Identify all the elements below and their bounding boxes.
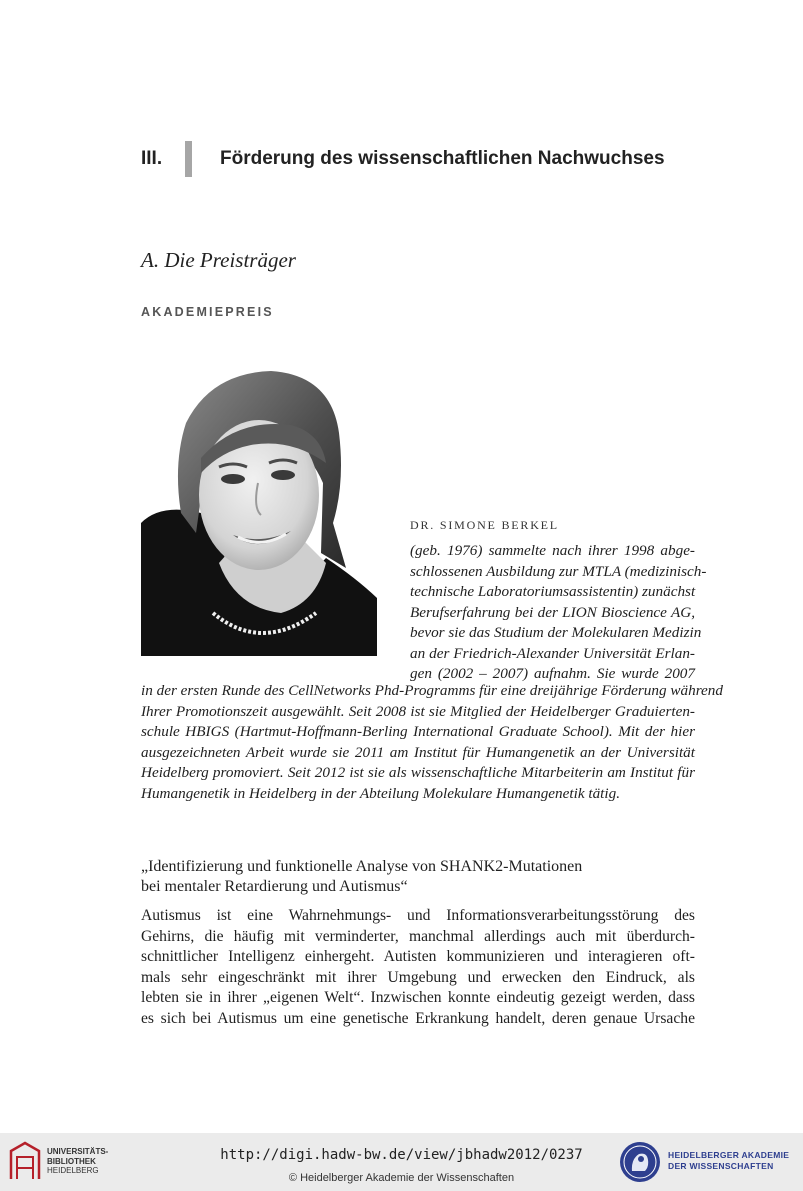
body-line: mals sehr eingeschränkt mit ihrer Umgebung und erwecken den Eindruck, als (141, 968, 695, 986)
bio-line: Heidelberg promoviert. Seit 2012 ist sie als wissenschaftliche Mitarbeiterin am Institut für (141, 764, 695, 781)
quote-line: „Identifizierung und funktionelle Analyse von SHANK2-Mutationen (141, 858, 583, 875)
biography-wrapped (410, 541, 707, 685)
section-title: A. Die Preisträger (141, 248, 296, 272)
logo-text-line: HEIDELBERGER AKADEMIE (668, 1150, 790, 1160)
logo-text-line: BIBLIOTHEK (47, 1156, 96, 1166)
portrait-photo (141, 363, 377, 656)
logo-text-line: UNIVERSITÄTS- (47, 1147, 109, 1156)
academy-name (668, 1150, 789, 1172)
quote-line: bei mentaler Retardierung und Autismus“ (141, 878, 408, 895)
body-line: schnittlicher Intelligenz einhergeht. Autisten kommunizieren und interagieren oft- (141, 948, 695, 965)
body-line: Autismus ist eine Wahrnehmungs- und Informationsverarbeitungsstörung des (141, 907, 695, 924)
body-paragraph (141, 906, 695, 1029)
project-title-quote (141, 857, 582, 897)
bio-line: schlossenen Ausbildung zur MTLA (medizinisch- (410, 562, 707, 580)
footer-bar (0, 1133, 803, 1191)
bio-line: gen (2002 – 2007) aufnahm. Sie wurde 2007 (410, 665, 695, 682)
bio-line: schule HBIGS (Hartmut-Hoffmann-Berling International Graduate School). Mit der hier (141, 723, 695, 740)
body-line: Gehirns, die häufig mit verminderter, manchmal allerdings auch mit überdurch- (141, 927, 695, 945)
chapter-heading (141, 142, 665, 176)
chapter-title: Förderung des wissenschaftlichen Nachwuchses (220, 148, 665, 169)
bio-line: (geb. 1976) sammelte nach ihrer 1998 abge- (410, 542, 695, 559)
body-line: es sich bei Autismus um eine genetische Erkrankung handelt, deren genaue Ursache (141, 1009, 695, 1027)
chapter-divider-bar (185, 141, 192, 177)
logo-text-line: DER WISSENSCHAFTEN (668, 1161, 774, 1171)
bio-line: ausgezeichneten Arbeit wurde sie 2011 am Institut für Humangenetik an der Universität (141, 743, 695, 761)
document-url-link[interactable]: http://digi.hadw-bw.de/view/jbhadw2012/0237 (220, 1147, 583, 1163)
bio-line: Berufserfahrung bei der LION Bioscience AG, (410, 603, 695, 621)
person-name: DR. SIMONE BERKEL (410, 518, 559, 532)
bio-line: Humangenetik in Heidelberg in der Abteilung Molekulare Humangenetik tätig. (141, 784, 620, 802)
bio-line: bevor sie das Studium der Molekularen Medizin (410, 624, 702, 641)
bio-line: in der ersten Runde des CellNetworks Phd-Programms für eine dreijährige Förderung während (141, 682, 723, 699)
academy-seal-icon (619, 1141, 661, 1183)
bio-line: technische Laboratoriumsassistentin) zunächst (410, 583, 696, 600)
copyright-notice: © Heidelberger Akademie der Wissenschaften (288, 1172, 515, 1184)
bio-line: an der Friedrich-Alexander Universität Erlan- (410, 644, 695, 662)
logo-text-line: HEIDELBERG (47, 1166, 99, 1175)
biography-full-width (141, 681, 723, 804)
body-line: lebten sie in ihrer „eigenen Welt“. Inzwischen konnte eindeutig gezeigt werden, dass (141, 989, 695, 1006)
bio-line: Ihrer Promotionszeit ausgewählt. Seit 2008 ist sie Mitglied der Heidelberger Graduierten- (141, 702, 695, 720)
chapter-number: III. (141, 148, 163, 169)
award-label: AKADEMIEPREIS (141, 305, 274, 319)
